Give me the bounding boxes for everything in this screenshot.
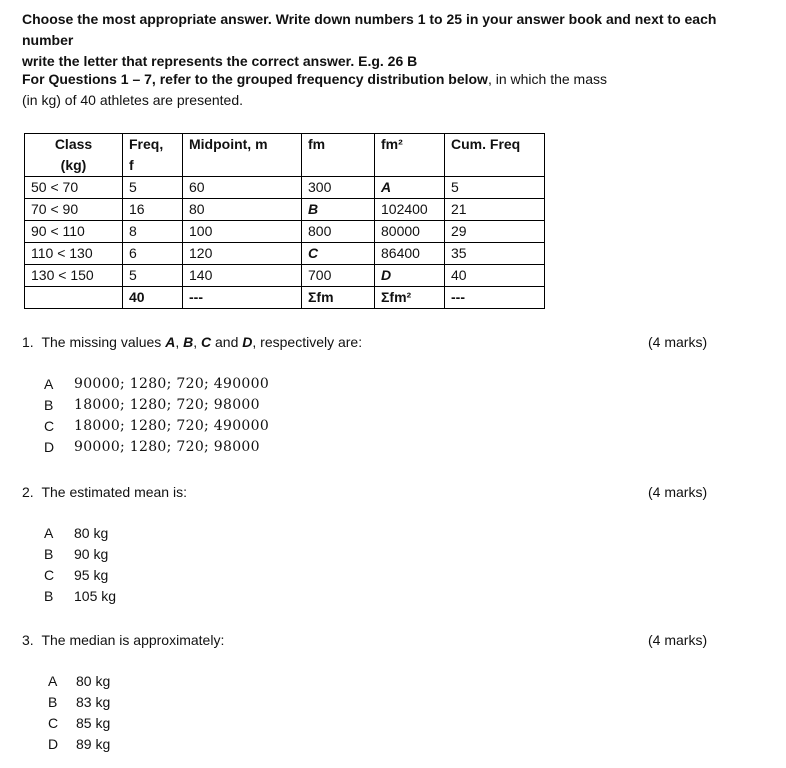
option-text: 80 kg [74,525,109,541]
total-midpoint: --- [183,287,302,309]
cell-fm: 800 [302,221,375,243]
option-text: 89 kg [76,736,111,752]
total-fm: Σfm [302,287,375,309]
header-freq-line2: f [129,157,134,173]
question-1-options [44,374,269,458]
header-class [25,134,123,177]
table-row [25,221,545,243]
cell-cum: 35 [445,243,545,265]
header-class-line2: (kg) [60,157,87,173]
option-letter: B [44,588,54,604]
option-item[interactable] [44,437,269,458]
option-text: 105 kg [74,588,117,604]
cell-class: 90 < 110 [25,221,123,243]
instructions-line-2: write the letter that represents the correct answer. E.g. 26 B [22,53,418,69]
cell-freq: 8 [123,221,183,243]
cell-freq: 5 [123,265,183,287]
table-row [25,177,545,199]
option-letter: C [44,418,55,434]
option-item[interactable] [48,713,110,734]
option-letter: A [48,673,58,689]
option-item[interactable] [44,586,116,607]
question-1-number: 1. [22,334,34,350]
option-item[interactable] [44,523,116,544]
cell-freq: 6 [123,243,183,265]
header-fm2: fm² [375,134,445,177]
question-1-suffix: , respectively are: [252,334,363,350]
option-item[interactable] [44,565,116,586]
cell-class: 110 < 130 [25,243,123,265]
question-2-marks: (4 marks) [648,484,708,500]
instructions-line-1: Choose the most appropriate answer. Write down numbers 1 to 25 in your answer book and next to each number [22,11,717,48]
option-item[interactable] [48,734,110,755]
frequency-table [24,133,545,309]
cell-fm2: 86400 [375,243,445,265]
cell-fm2: D [375,265,445,287]
cell-cum: 5 [445,177,545,199]
option-text: 18000; 1280; 720; 490000 [74,418,270,434]
option-text: 80 kg [76,673,111,689]
question-2-options [44,523,116,607]
var-c: C [201,334,212,350]
cell-cum: 29 [445,221,545,243]
var-b: B [183,334,194,350]
option-item[interactable] [48,671,110,692]
cell-midpoint: 80 [183,199,302,221]
table-header-row [25,134,545,177]
var-a: A [165,334,176,350]
header-fm: fm [302,134,375,177]
option-letter: B [44,546,54,562]
question-1-text: 1. The missing values A, B, C and D, respectively are: [22,334,363,350]
option-letter: D [44,439,55,455]
option-letter: A [44,525,54,541]
cell-cum: 40 [445,265,545,287]
option-text: 90000; 1280; 720; 490000 [74,376,270,392]
cell-cum: 21 [445,199,545,221]
question-2-number: 2. [22,484,34,500]
header-freq-line1: Freq, [129,136,164,152]
table-totals-row [25,287,545,309]
cell-fm: 300 [302,177,375,199]
option-letter: A [44,376,54,392]
cell-class: 130 < 150 [25,265,123,287]
header-class-line1: Class [54,136,93,152]
header-midpoint: Midpoint, m [183,134,302,177]
table-row [25,243,545,265]
cell-freq: 16 [123,199,183,221]
intro-line-2: (in kg) of 40 athletes are presented. [22,92,244,108]
option-letter: D [48,736,59,752]
intro-bold: For Questions 1 – 7, refer to the grouped frequency distribution below [22,71,488,87]
option-item[interactable] [44,416,269,437]
option-text: 18000; 1280; 720; 98000 [74,397,260,413]
cell-freq: 5 [123,177,183,199]
option-text: 90 kg [74,546,109,562]
cell-midpoint: 140 [183,265,302,287]
option-item[interactable] [44,395,269,416]
var-d: D [242,334,253,350]
cell-fm2: A [375,177,445,199]
total-class [25,287,123,309]
intro-line-1 [22,69,762,90]
cell-fm2: 80000 [375,221,445,243]
cell-fm2: 102400 [375,199,445,221]
instructions [22,9,762,72]
cell-fm: 700 [302,265,375,287]
header-freq [123,134,183,177]
option-letter: C [44,567,55,583]
question-1-prefix: The missing values [41,334,166,350]
table-row [25,199,545,221]
question-3-options [48,671,110,755]
cell-class: 70 < 90 [25,199,123,221]
question-2-body: The estimated mean is: [41,484,187,500]
total-freq: 40 [123,287,183,309]
question-3-marks: (4 marks) [648,632,708,648]
option-text: 83 kg [76,694,111,710]
total-fm2: Σfm² [375,287,445,309]
question-3-number: 3. [22,632,34,648]
option-letter: C [48,715,59,731]
option-text: 90000; 1280; 720; 98000 [74,439,260,455]
question-3-text [22,630,224,650]
question-1-and: and [211,334,243,350]
cell-fm: C [302,243,375,265]
total-cum: --- [445,287,545,309]
question-2-text [22,482,187,502]
cell-midpoint: 120 [183,243,302,265]
cell-class: 50 < 70 [25,177,123,199]
table-row [25,265,545,287]
option-letter: B [44,397,54,413]
option-text: 85 kg [76,715,111,731]
intro-rest: , in which the mass [487,71,608,87]
option-item[interactable] [44,544,116,565]
cell-midpoint: 100 [183,221,302,243]
cell-midpoint: 60 [183,177,302,199]
cell-fm: B [302,199,375,221]
question-3-body: The median is approximately: [41,632,225,648]
header-cum-freq: Cum. Freq [445,134,545,177]
question-1-marks: (4 marks) [648,334,708,350]
option-text: 95 kg [74,567,109,583]
option-item[interactable] [48,692,110,713]
option-item[interactable] [44,374,269,395]
option-letter: B [48,694,58,710]
table-intro [22,69,762,111]
